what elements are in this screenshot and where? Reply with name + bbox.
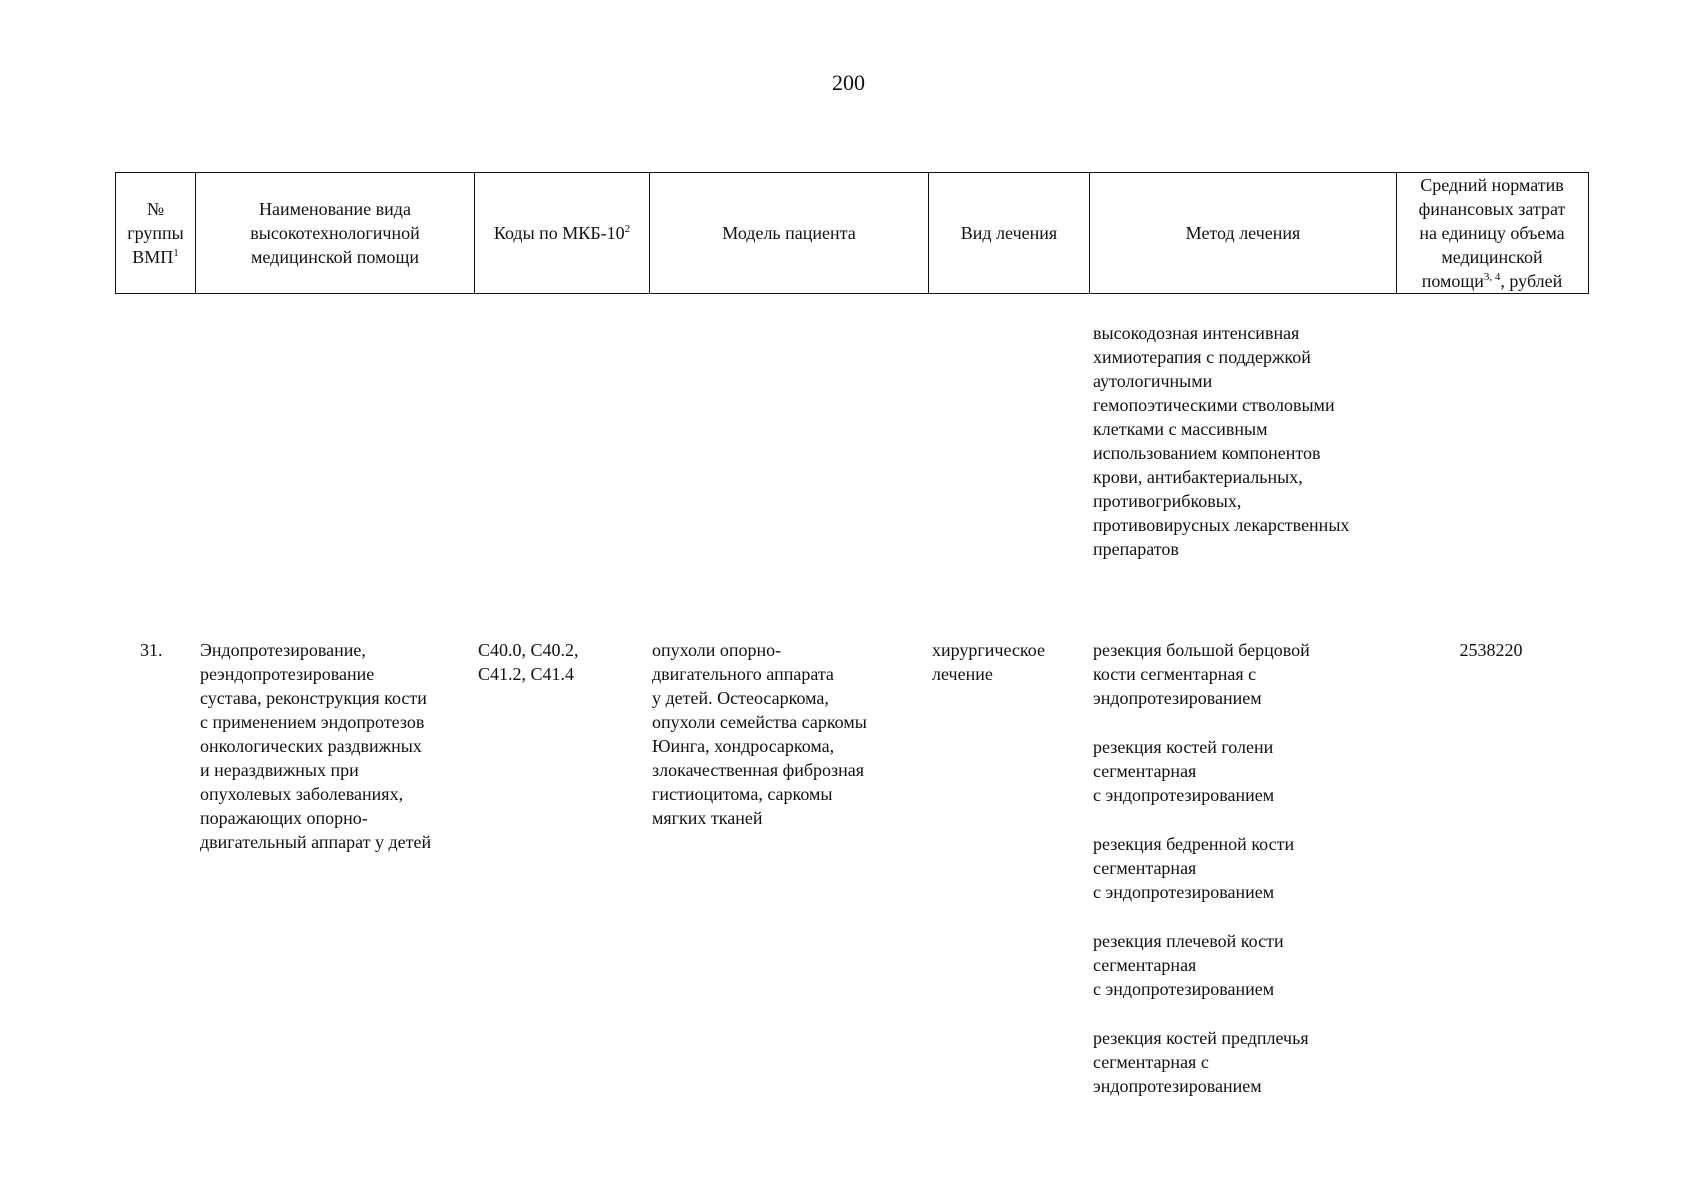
page-number: 200 bbox=[832, 70, 865, 95]
treatment-method bbox=[1093, 832, 1294, 904]
header-line: ВМП$^1$ bbox=[132, 247, 179, 267]
treatment-method bbox=[1093, 929, 1284, 1001]
text-line: лечение bbox=[932, 664, 993, 684]
treatment-method bbox=[1093, 638, 1310, 710]
header-line: группы bbox=[127, 223, 184, 243]
text-line: у детей. Остеосаркома, bbox=[652, 688, 829, 708]
header-line: Средний норматив bbox=[1420, 175, 1564, 195]
treatment-type bbox=[932, 638, 1045, 686]
text-line: двигательного аппарата bbox=[652, 664, 834, 684]
header-patient-model bbox=[650, 173, 929, 293]
header-line: на единицу объема bbox=[1419, 223, 1565, 243]
footnote-marker: 2 bbox=[624, 223, 631, 235]
header-treatment-method bbox=[1090, 173, 1397, 293]
header-line: медицинской помощи bbox=[251, 247, 419, 267]
text-line: опухоли опорно- bbox=[652, 640, 782, 660]
header-line: финансовых затрат bbox=[1418, 199, 1566, 219]
text-line: сустава, реконструкция кости bbox=[200, 688, 427, 708]
header-line: Наименование вида bbox=[259, 199, 411, 219]
text-line: резекция бедренной кости bbox=[1093, 834, 1295, 854]
patient-model bbox=[652, 638, 867, 830]
text-line: C41.2, C41.4 bbox=[478, 664, 575, 684]
header-line: Коды по МКБ-$10^2$ bbox=[493, 223, 631, 243]
footnote-marker: 3, 4 bbox=[1483, 271, 1501, 283]
text-line: мягких тканей bbox=[652, 808, 763, 828]
text-line: резекция костей голени bbox=[1093, 737, 1274, 757]
text-line: препаратов bbox=[1093, 539, 1179, 559]
text-line: хирургическое bbox=[932, 640, 1045, 660]
text-line: с эндопротезированием bbox=[1093, 785, 1275, 805]
text-line: резекция большой берцовой bbox=[1093, 640, 1310, 660]
header-average-cost bbox=[1397, 173, 1587, 293]
text-line: аутологичными bbox=[1093, 371, 1213, 391]
text-line: клетками с массивным bbox=[1093, 419, 1268, 439]
header-line: помощи$^{3, 4}$, рублей bbox=[1421, 271, 1563, 291]
text-line: использованием компонентов bbox=[1093, 443, 1321, 463]
header-care-type bbox=[196, 173, 475, 293]
text-line: резекция костей предплечья bbox=[1093, 1028, 1309, 1048]
text-line: эндопротезированием bbox=[1093, 1076, 1262, 1096]
header-group-number bbox=[116, 173, 196, 293]
text-line: C40.0, C40.2, bbox=[478, 640, 579, 660]
text-line: сегментарная bbox=[1093, 955, 1197, 975]
text-line: Юинга, хондросаркома, bbox=[652, 736, 835, 756]
text-line: резекция плечевой кости bbox=[1093, 931, 1284, 951]
text-line: гемопоэтическими стволовыми bbox=[1093, 395, 1335, 415]
text-line: эндопротезированием bbox=[1093, 688, 1262, 708]
text-line: сегментарная с bbox=[1093, 1052, 1209, 1072]
text-line: крови, антибактериальных, bbox=[1093, 467, 1303, 487]
text-line: с эндопротезированием bbox=[1093, 882, 1275, 902]
icd-codes bbox=[478, 638, 579, 686]
text-line: онкологических раздвижных bbox=[200, 736, 422, 756]
header-icd-codes bbox=[475, 173, 650, 293]
header-line: Вид лечения bbox=[960, 223, 1058, 243]
text-line: с эндопротезированием bbox=[1093, 979, 1275, 999]
text-line: с применением эндопротезов bbox=[200, 712, 425, 732]
continued-treatment-method bbox=[1093, 321, 1349, 561]
care-type-name bbox=[200, 638, 431, 854]
text-line: и нераздвижных при bbox=[200, 760, 359, 780]
text-line: реэндопротезирование bbox=[200, 664, 375, 684]
header-treatment-type bbox=[929, 173, 1090, 293]
text-line: 2538220 bbox=[1459, 640, 1523, 660]
table-header bbox=[115, 172, 1589, 294]
row-number bbox=[140, 638, 163, 662]
text-line: опухолевых заболеваниях, bbox=[200, 784, 404, 804]
footnote-marker: 1 bbox=[173, 247, 179, 259]
text-line: противовирусных лекарственных bbox=[1093, 515, 1350, 535]
text-line: высокодозная интенсивная bbox=[1093, 323, 1300, 343]
treatment-method bbox=[1093, 735, 1274, 807]
header-line: Модель пациента bbox=[722, 223, 856, 243]
treatment-method bbox=[1093, 1026, 1309, 1098]
text-line: противогрибковых, bbox=[1093, 491, 1242, 511]
text-line: гистиоцитома, саркомы bbox=[652, 784, 833, 804]
text-line: сегментарная bbox=[1093, 858, 1197, 878]
text-line: химиотерапия с поддержкой bbox=[1093, 347, 1311, 367]
text-line: кости сегментарная с bbox=[1093, 664, 1257, 684]
header-line: № bbox=[146, 199, 165, 219]
text-line: 31. bbox=[140, 640, 163, 660]
text-line: Эндопротезирование, bbox=[200, 640, 366, 660]
text-line: сегментарная bbox=[1093, 761, 1197, 781]
text-line: двигательный аппарат у детей bbox=[200, 832, 432, 852]
header-line: высокотехнологичной bbox=[250, 223, 420, 243]
text-line: злокачественная фиброзная bbox=[652, 760, 865, 780]
average-cost bbox=[1396, 638, 1586, 662]
header-line: Метод лечения bbox=[1185, 223, 1301, 243]
text-line: поражающих опорно- bbox=[200, 808, 368, 828]
text-line: опухоли семейства саркомы bbox=[652, 712, 867, 732]
header-line: медицинской bbox=[1441, 247, 1543, 267]
